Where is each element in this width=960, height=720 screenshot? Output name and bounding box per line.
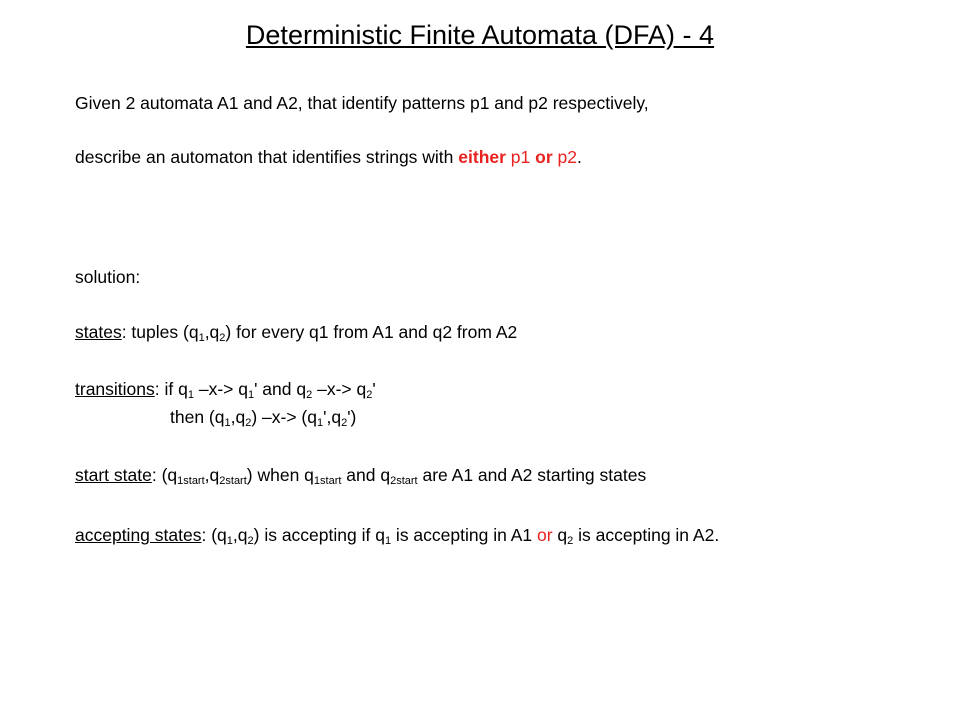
start-state-label: start state — [75, 465, 152, 485]
transitions-label: transitions — [75, 379, 155, 399]
start-text: ,q — [204, 465, 220, 485]
subscript: 2 — [219, 332, 226, 344]
problem-line-1: Given 2 automata A1 and A2, that identify patterns p1 and p2 respectively, — [75, 93, 649, 113]
either-keyword: either — [458, 147, 506, 167]
states-text: ) for every q1 from A1 and q2 from A2 — [225, 322, 518, 342]
p2-label: p2 — [552, 147, 577, 167]
subscript: 1 — [226, 535, 233, 547]
or-keyword: or — [535, 147, 553, 167]
states-label: states — [75, 322, 122, 342]
subscript: 2start — [219, 475, 247, 487]
transition-text: –x-> q — [312, 379, 367, 399]
states-line — [75, 322, 517, 343]
subscript: 1 — [224, 417, 231, 429]
solution-label: solution: — [75, 267, 141, 287]
transition-text: : if q — [154, 379, 188, 399]
start-text: : (q — [151, 465, 178, 485]
subscript: 1 — [247, 389, 255, 401]
states-text: ,q — [204, 322, 220, 342]
transition-text: ') — [347, 407, 357, 427]
transition-text: then (q — [170, 407, 225, 427]
accepting-states-label: accepting states — [75, 525, 202, 545]
subscript: 1start — [313, 475, 342, 487]
accepting-text: q — [552, 525, 568, 545]
accepting-text: is accepting in A2. — [573, 525, 720, 545]
subscript: 2 — [366, 389, 373, 401]
subscript: 1 — [317, 417, 324, 429]
subscript: 2start — [390, 475, 418, 487]
transitions-line-2 — [75, 407, 356, 428]
subscript: 2 — [306, 389, 313, 401]
accepting-text: : (q — [201, 525, 227, 545]
accepting-text: ,q — [232, 525, 248, 545]
period: . — [576, 147, 582, 167]
subscript: 1 — [198, 332, 205, 344]
transition-text: ' — [372, 379, 376, 399]
slide-title: Deterministic Finite Automata (DFA) - 4 — [245, 20, 715, 50]
subscript: 2 — [247, 535, 254, 547]
transition-text: –x-> q — [193, 379, 248, 399]
subscript: 2 — [341, 417, 348, 429]
start-text: are A1 and A2 starting states — [417, 465, 647, 485]
start-text: ) when q — [246, 465, 314, 485]
subscript: 2 — [245, 417, 252, 429]
accepting-states-line — [75, 525, 719, 546]
transition-text: ,q — [230, 407, 246, 427]
subscript: 1 — [187, 389, 194, 401]
subscript: 2 — [567, 535, 574, 547]
transition-text: ',q — [323, 407, 342, 427]
start-state-line — [75, 465, 646, 486]
subscript: 1start — [177, 475, 205, 487]
start-text: and q — [341, 465, 391, 485]
problem-text: describe an automaton that identifies strings with — [75, 147, 459, 167]
subscript: 1 — [384, 535, 392, 547]
transition-text: ) –x-> (q — [251, 407, 317, 427]
transition-text: ' and q — [254, 379, 307, 399]
or-keyword: or — [536, 525, 553, 545]
p1-label: p1 — [505, 147, 536, 167]
accepting-text: is accepting in A1 — [391, 525, 537, 545]
transitions-line-1 — [75, 379, 376, 400]
problem-line-2 — [75, 147, 582, 168]
states-text: : tuples (q — [121, 322, 199, 342]
accepting-text: ) is accepting if q — [253, 525, 385, 545]
